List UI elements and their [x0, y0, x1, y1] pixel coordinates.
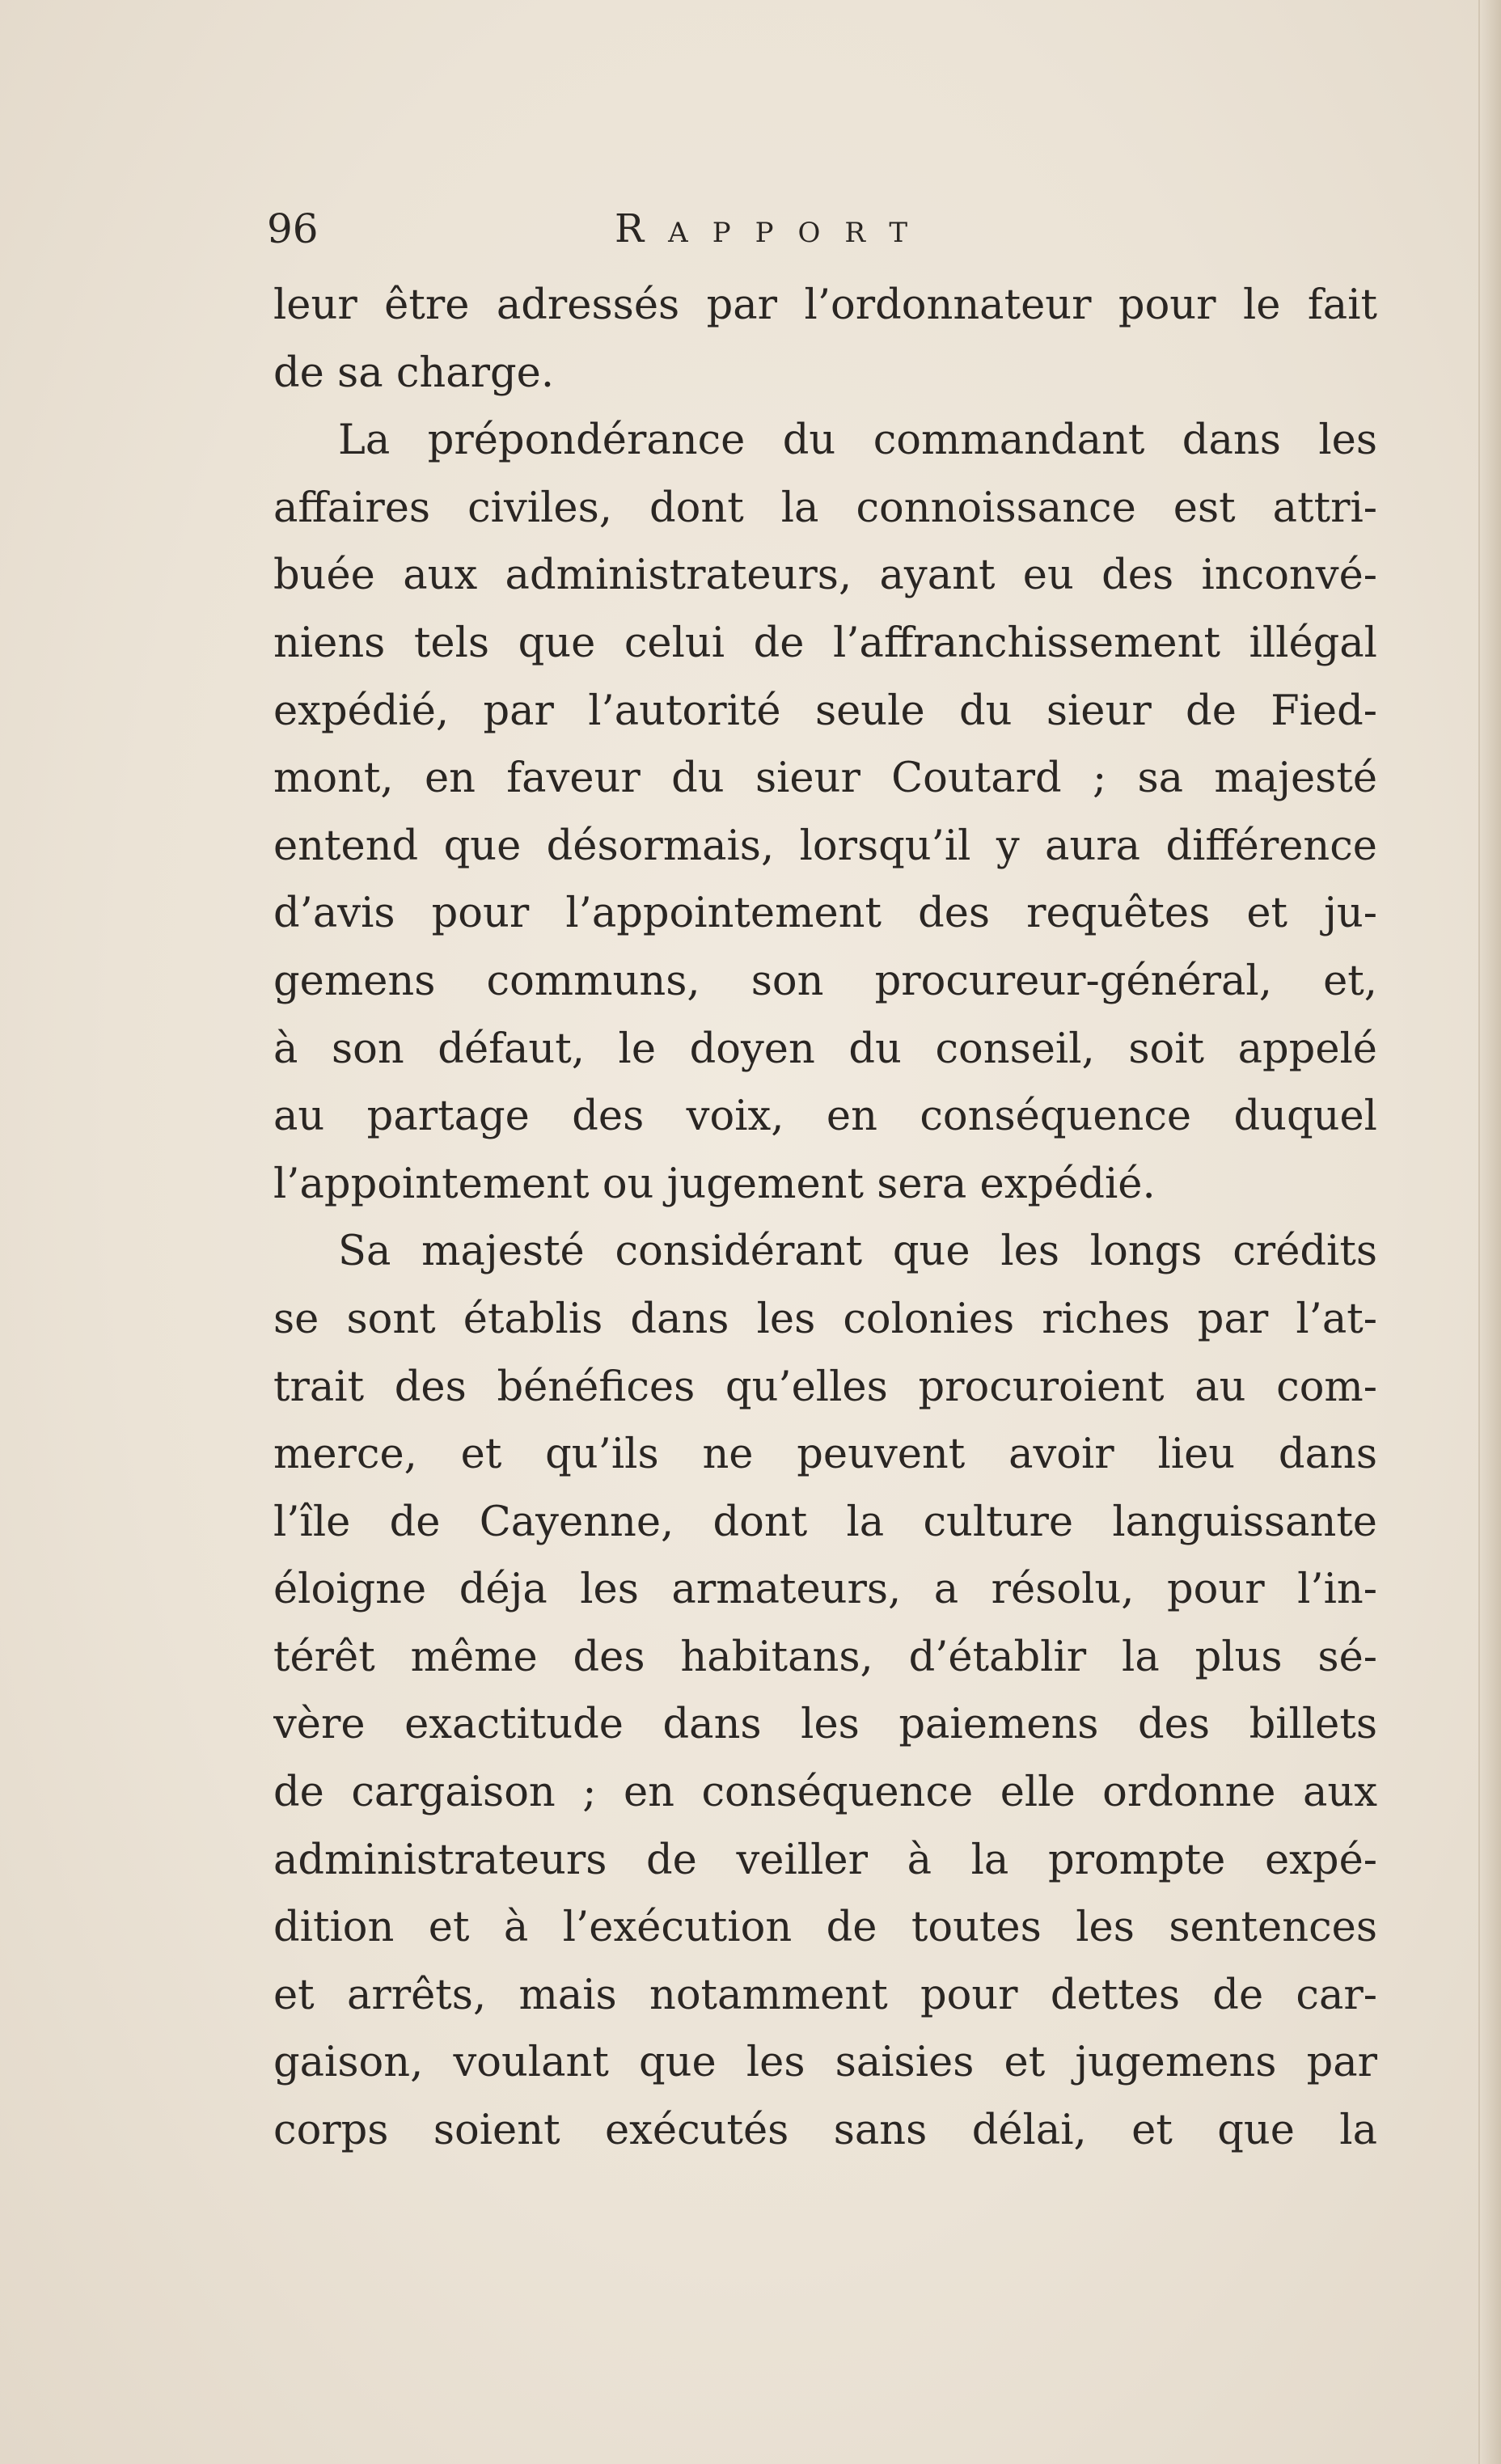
text-line: leur être adressés par l’ordonnateur pour le fait: [273, 281, 1377, 329]
text-line: niens tels que celui de l’affranchissement illégal: [273, 619, 1377, 667]
text-line: l’appointement ou jugement sera expédié.: [273, 1160, 1156, 1208]
text-line: Sa majesté considérant que les longs crédits: [338, 1228, 1377, 1276]
text-line: éloigne déja les armateurs, a résolu, pour l’in-: [273, 1566, 1377, 1614]
text-line: vère exactitude dans les paiemens des billets: [273, 1701, 1377, 1749]
text-line: se sont établis dans les colonies riches par l’at-: [273, 1295, 1377, 1343]
running-title: Rapport: [615, 206, 932, 251]
text-line: entend que désormais, lorsqu’il y aura différence: [273, 822, 1377, 870]
page-header: [267, 201, 1383, 257]
text-line: térêt même des habitans, d’établir la plus sé-: [273, 1633, 1377, 1681]
text-line: gemens communs, son procureur-général, et,: [273, 957, 1377, 1005]
text-line: et arrêts, mais notamment pour dettes de car-: [273, 1971, 1377, 2019]
text-line: gaison, voulant que les saisies et jugemens par: [273, 2039, 1377, 2087]
text-line: dition et à l’exécution de toutes les sentences: [273, 1904, 1377, 1952]
text-line: de sa charge.: [273, 349, 555, 397]
page-edge: [1478, 0, 1501, 2464]
body-text: [273, 272, 1377, 2165]
text-line: à son défaut, le doyen du conseil, soit appelé: [273, 1025, 1377, 1073]
text-line: trait des bénéfices qu’elles procuroient au com-: [273, 1363, 1377, 1411]
text-line: de cargaison ; en conséquence elle ordonne aux: [273, 1769, 1377, 1817]
text-line: corps soient exécutés sans délai, et que la: [273, 2107, 1377, 2155]
text-line: affaires civiles, dont la connoissance est attri-: [273, 484, 1377, 532]
text-line: mont, en faveur du sieur Coutard ; sa majesté: [273, 754, 1377, 803]
text-line: buée aux administrateurs, ayant eu des inconvé-: [273, 552, 1377, 600]
text-line: au partage des voix, en conséquence duquel: [273, 1093, 1377, 1141]
text-line: d’avis pour l’appointement des requêtes et ju-: [273, 890, 1377, 938]
page-number: 96: [267, 205, 319, 252]
text-line: administrateurs de veiller à la prompte expé-: [273, 1836, 1377, 1884]
text-line: La prépondérance du commandant dans les: [338, 416, 1377, 465]
text-line: expédié, par l’autorité seule du sieur de Fied-: [273, 687, 1377, 735]
text-line: merce, et qu’ils ne peuvent avoir lieu dans: [273, 1431, 1377, 1479]
text-line: l’île de Cayenne, dont la culture languissante: [273, 1498, 1377, 1546]
